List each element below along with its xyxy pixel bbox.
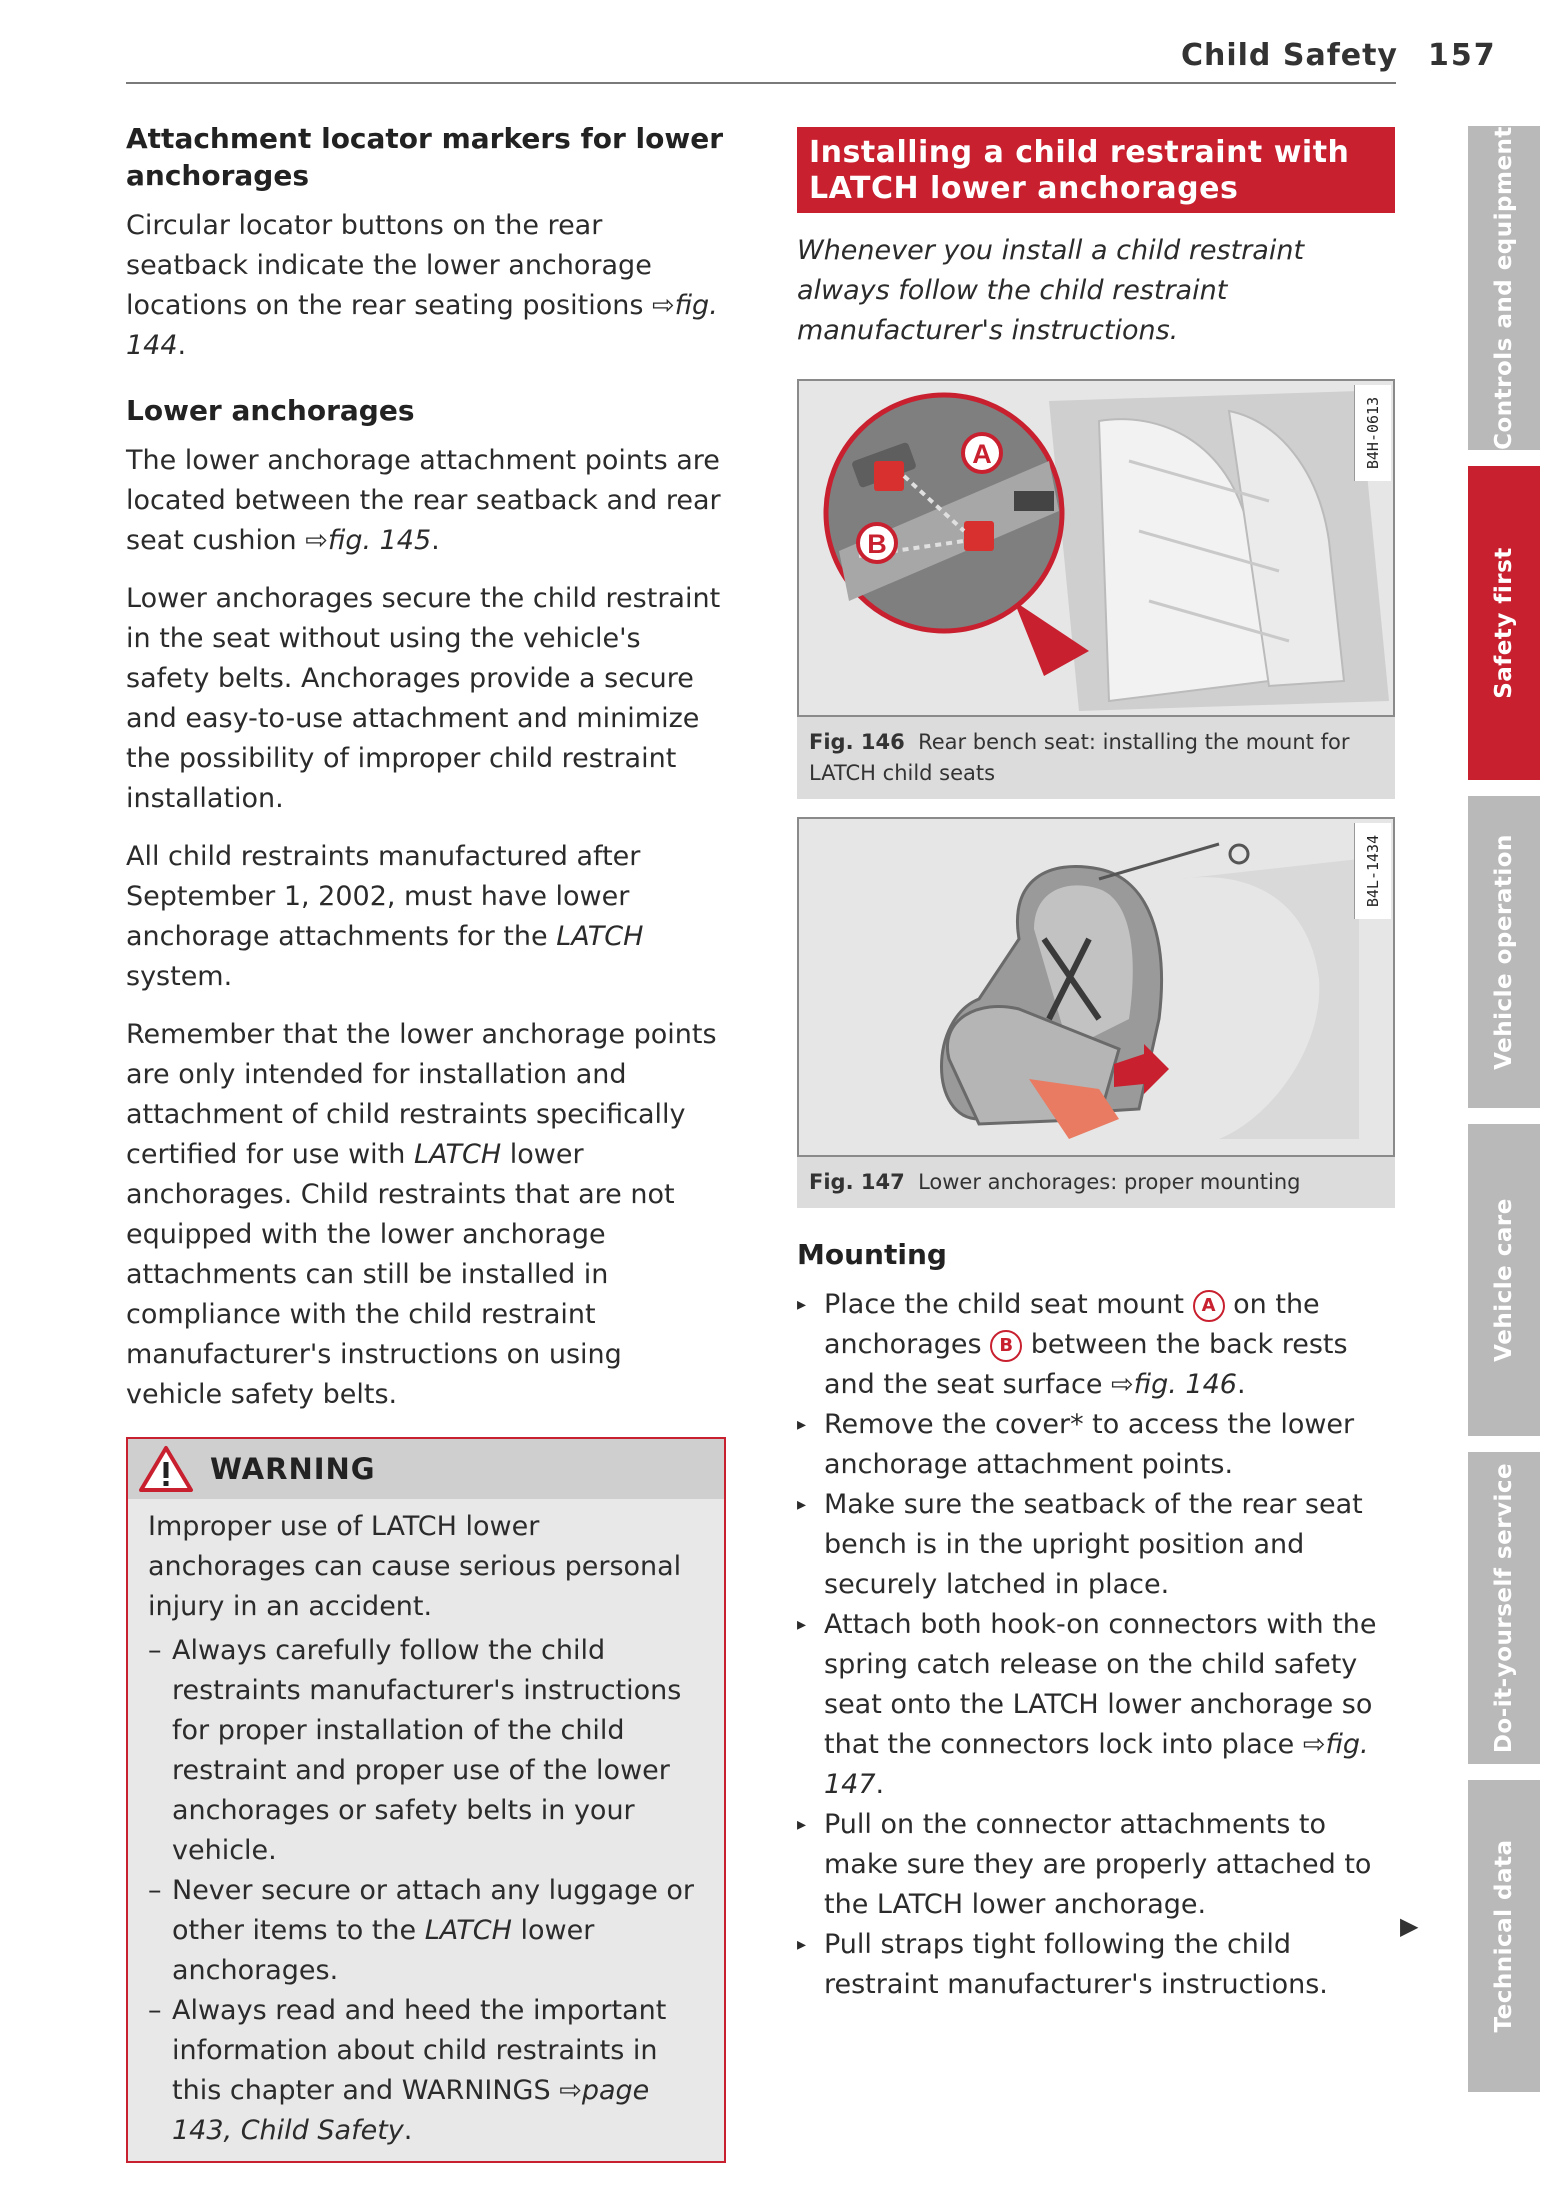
page-header-section: Child Safety bbox=[1180, 38, 1398, 73]
warning-header bbox=[128, 1439, 724, 1499]
warning-triangle-icon bbox=[138, 1445, 194, 1493]
tab-controls-and-equipment[interactable]: Controls and equipment bbox=[1468, 126, 1540, 450]
fig-147-link[interactable]: ⇨fig. 147 bbox=[824, 1729, 1369, 1800]
tab-vehicle-operation[interactable]: Vehicle operation bbox=[1468, 796, 1540, 1108]
warning-intro: Improper use of LATCH lower anchorages can cause serious personal injury in an accident. bbox=[148, 1511, 682, 1622]
figure-146 bbox=[797, 379, 1395, 717]
figure-147-caption: Fig. 147 Lower anchorages: proper mounting bbox=[797, 1157, 1395, 1208]
tab-safety-first[interactable]: Safety first bbox=[1468, 466, 1540, 780]
tab-vehicle-care[interactable]: Vehicle care bbox=[1468, 1124, 1540, 1436]
rear-bench-seat-illustration bbox=[799, 381, 1395, 715]
paragraph-anchorage-location: The lower anchorage attachment points are located between the rear seatback and rear seat cushion ⇨fig. 145. bbox=[126, 445, 721, 556]
page-143-link[interactable]: ⇨page 143, Child Safety bbox=[172, 2075, 650, 2146]
paragraph-latch-certification: Remember that the lower anchorage points are only intended for installation and attachment of child restraints specifically certified for use with LATCH lower anchorages. Child restraints that are not equipped with the lower anchorage attachments can still be installed in compliance with the child restraint manufacturer's instructions on using vehicle safety belts. bbox=[126, 1019, 717, 1410]
intro-italic: Whenever you install a child restraint always follow the child restraint manufacturer's instructions. bbox=[797, 235, 1305, 346]
paragraph-anchorage-purpose: Lower anchorages secure the child restraint in the seat without using the vehicle's safety belts. Anchorages provide a secure and easy-to-use attachment and minimize the possibility of improper child restraint installation. bbox=[126, 583, 721, 814]
section-title-box: Installing a child restraint with LATCH lower anchorages bbox=[797, 127, 1395, 213]
paragraph-locator: Circular locator buttons on the rear seatback indicate the lower anchorage locations on the rear seating positions ⇨fig. 144. bbox=[126, 210, 718, 361]
list-item: ▸ Pull on the connector attachments to make sure they are properly attached to the LATCH lower anchorage. bbox=[797, 1809, 1372, 1920]
section-heading-locator: Attachment locator markers for lower anchorages bbox=[126, 122, 724, 192]
warning-title: WARNING bbox=[210, 1452, 376, 1486]
tab-do-it-yourself-service[interactable]: Do-it-yourself service bbox=[1468, 1452, 1540, 1764]
figure-code: B4L-1434 bbox=[1354, 823, 1391, 919]
continue-arrow-icon: ▶ bbox=[1400, 1912, 1419, 1940]
header-divider bbox=[126, 82, 1396, 84]
fig-146-link[interactable]: ⇨fig. 146 bbox=[1111, 1369, 1237, 1400]
page-number: 157 bbox=[1428, 38, 1497, 73]
warning-item: – Always carefully follow the child restraints manufacturer's instructions for proper installation of the child restraint and proper use of the lower anchorages or safety belts in your vehicle. bbox=[148, 1635, 682, 1866]
left-column bbox=[126, 120, 726, 2163]
figure-146-caption: Fig. 146 Rear bench seat: installing the mount for LATCH child seats bbox=[797, 717, 1395, 799]
warning-item: – Always read and heed the important information about child restraints in this chapter and WARNINGS ⇨page 143, Child Safety. bbox=[148, 1995, 667, 2146]
chapter-tabs bbox=[1468, 126, 1540, 2108]
figure-code: B4H-0613 bbox=[1354, 385, 1391, 481]
mounting-steps bbox=[797, 1285, 1395, 2005]
figure-147 bbox=[797, 817, 1395, 1157]
paragraph-latch-requirement: All child restraints manufactured after September 1, 2002, must have lower anchorage attachments for the LATCH system. bbox=[126, 841, 644, 992]
mounting-heading: Mounting bbox=[797, 1238, 947, 1271]
list-item: ▸ Attach both hook-on connectors with the spring catch release on the child safety seat onto the LATCH lower anchorage so that the connectors lock into place ⇨fig. 147. bbox=[797, 1609, 1377, 1800]
list-item: ▸ Make sure the seatback of the rear seat bench is in the upright position and securely latched in place. bbox=[797, 1489, 1363, 1600]
fig-145-link[interactable]: ⇨fig. 145 bbox=[305, 525, 432, 556]
child-seat-illustration bbox=[799, 819, 1395, 1155]
right-column bbox=[797, 127, 1395, 2005]
warning-box bbox=[126, 1437, 726, 2163]
fig-144-link[interactable]: ⇨fig. 144 bbox=[126, 290, 718, 361]
list-item: ▸ Pull straps tight following the child restraint manufacturer's instructions. bbox=[797, 1929, 1328, 2000]
warning-item: – Never secure or attach any luggage or other items to the LATCH lower anchorages. bbox=[148, 1875, 695, 1986]
marker-a: A bbox=[972, 439, 992, 469]
warning-body bbox=[128, 1499, 724, 2161]
tab-technical-data[interactable]: Technical data bbox=[1468, 1780, 1540, 2092]
list-item: ▸ Remove the cover* to access the lower anchorage attachment points. bbox=[797, 1409, 1355, 1480]
list-item: ▸ Place the child seat mount A on the anchorages B between the back rests and the seat surface ⇨fig. 146. bbox=[797, 1289, 1348, 1400]
marker-b: B bbox=[867, 529, 887, 559]
section-heading-lower-anchorages: Lower anchorages bbox=[126, 394, 415, 427]
